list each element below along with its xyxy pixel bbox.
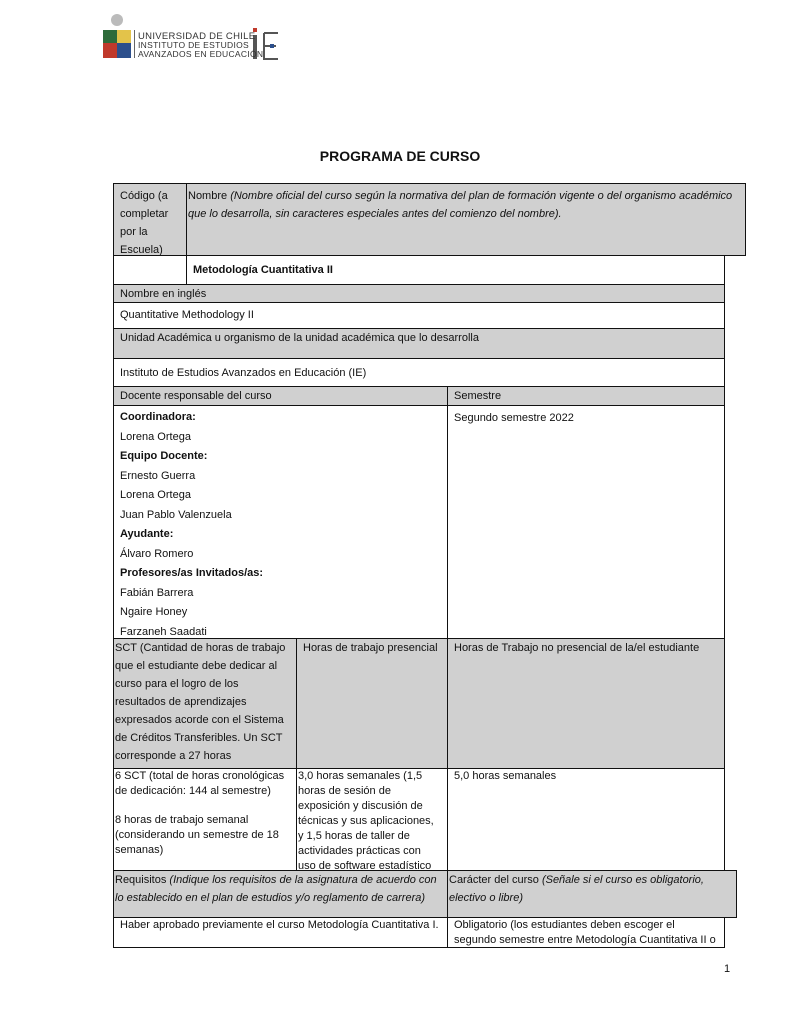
caracter-value: Obligatorio (los estudiantes deben escoger el segundo semestre entre Metodología Cuantitativa II o xyxy=(454,919,716,946)
docente-name: Lorena Ortega xyxy=(120,489,191,501)
presencial-value: 3,0 horas semanales (1,5 horas de sesión de exposición y discusión de técnicas y sus aplicaciones, y 1,5 horas de taller de actividades prácticas con uso de software estadístico xyxy=(298,770,434,871)
no-presencial-label-cell xyxy=(447,638,725,769)
no-presencial-value: 5,0 horas semanales xyxy=(454,770,557,782)
course-name: Metodología Cuantitativa II xyxy=(193,264,333,276)
ingles-label-cell xyxy=(113,284,725,303)
presencial-label-cell xyxy=(296,638,448,769)
university-logo xyxy=(100,8,300,63)
docente-role-heading: Profesores/as Invitados/as: xyxy=(120,567,264,579)
docente-name: Fabián Barrera xyxy=(120,586,194,599)
requisitos-hint: (Indique los requisitos de la asignatura de acuerdo con lo establecido en el plan de estudios y/o reglamento de carrera) xyxy=(115,874,437,904)
docente-name: Lorena Ortega xyxy=(120,430,191,443)
semestre-label-cell xyxy=(447,386,725,406)
unidad-label-cell xyxy=(113,328,725,359)
semestre-value-cell xyxy=(447,405,725,639)
docente-name: Ernesto Guerra xyxy=(120,469,196,482)
docente-role-heading: Coordinadora: xyxy=(120,411,196,423)
caracter-hint: (Señale si el curso es obligatorio, electivo o libre) xyxy=(449,874,704,904)
codigo-label-cell xyxy=(113,183,187,256)
logo-line: INSTITUTO DE ESTUDIOS xyxy=(138,40,249,50)
requisitos-value: Haber aprobado previamente el curso Metodología Cuantitativa I. xyxy=(120,919,439,931)
sct-value-cell xyxy=(113,768,297,871)
page-title: PROGRAMA DE CURSO xyxy=(319,148,481,164)
logo-line: UNIVERSIDAD DE CHILE xyxy=(138,31,256,42)
unidad-label: Unidad Académica u organismo de la unidad académica que lo desarrolla xyxy=(120,332,479,344)
logo-text xyxy=(138,32,263,59)
caracter-value-cell xyxy=(447,917,725,948)
requisitos-value-cell xyxy=(113,917,448,948)
docente-label-cell xyxy=(113,386,448,406)
sct-label-cell xyxy=(113,638,297,769)
ingles-value-cell xyxy=(113,302,725,329)
unidad-value-cell xyxy=(113,358,725,387)
docente-name: Farzaneh Saadati xyxy=(120,625,207,638)
no-presencial-value-cell xyxy=(447,768,725,871)
page-number: 1 xyxy=(724,963,731,975)
sct-value-weekly: 8 horas de trabajo semanal (considerando un semestre de 18 semanas) xyxy=(115,814,279,856)
docente-name: Álvaro Romero xyxy=(120,547,194,560)
semestre-label: Semestre xyxy=(454,390,502,402)
nombre-label: Nombre xyxy=(188,190,228,202)
docentes-list xyxy=(113,405,448,639)
sct-label: SCT (Cantidad de horas de trabajo que el estudiante debe dedicar al curso para el logro de los resultados de aprendizajes expresados acorde con el Sistema de Créditos Transferibles. Un SCT corresponde a 27 horas xyxy=(115,642,286,762)
caracter-label: Carácter del curso xyxy=(449,874,539,886)
semestre-value: Segundo semestre 2022 xyxy=(454,412,574,424)
nombre-label-cell xyxy=(186,183,746,256)
presencial-value-cell xyxy=(296,768,448,871)
docente-name: Ngaire Honey xyxy=(120,606,188,618)
unidad-value: Instituto de Estudios Avanzados en Educación (IE) xyxy=(120,367,367,379)
english-name: Quantitative Methodology II xyxy=(120,309,254,321)
codigo-label: Código (a completar por la Escuela) xyxy=(120,190,169,256)
nombre-value-cell xyxy=(186,255,725,285)
ingles-label: Nombre en inglés xyxy=(120,288,207,300)
docente-role-heading: Equipo Docente: xyxy=(120,450,208,462)
requisitos-label: Requisitos xyxy=(115,874,167,886)
presencial-label: Horas de trabajo presencial xyxy=(303,642,438,654)
nombre-hint: (Nombre oficial del curso según la normativa del plan de formación vigente o del organismo académico que lo desarrolla, sin caracteres especiales antes del comienzo del nombre). xyxy=(188,190,733,220)
codigo-value-cell xyxy=(113,255,187,285)
sct-value-total: 6 SCT (total de horas cronológicas de dedicación: 144 al semestre) xyxy=(115,770,285,797)
logo-line: AVANZADOS EN EDUCACIÓN xyxy=(138,49,264,59)
no-presencial-label: Horas de Trabajo no presencial de la/el estudiante xyxy=(454,642,700,654)
docente-label: Docente responsable del curso xyxy=(120,390,272,402)
caracter-label-cell xyxy=(447,870,737,918)
requisitos-label-cell xyxy=(113,870,448,918)
docente-name: Juan Pablo Valenzuela xyxy=(120,508,232,521)
docente-role-heading: Ayudante: xyxy=(120,528,174,540)
